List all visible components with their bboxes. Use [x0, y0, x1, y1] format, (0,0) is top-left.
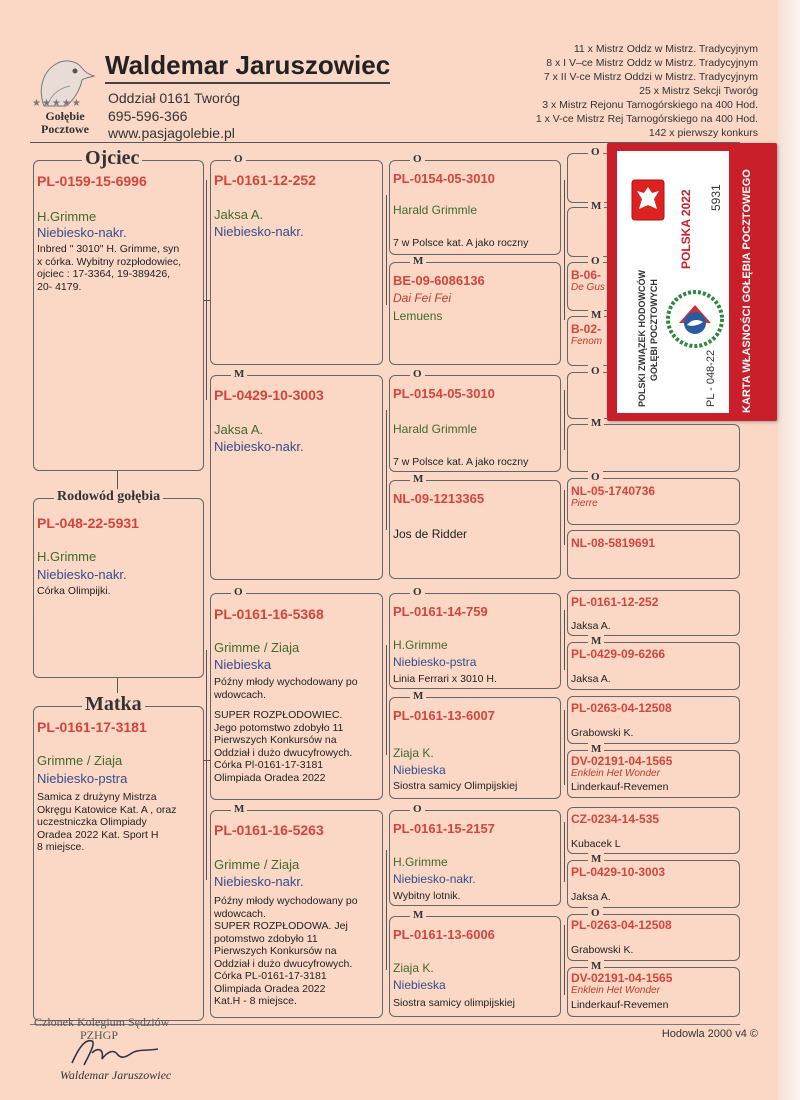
branch: Oddział 0161 Tworóg	[108, 90, 241, 106]
color: Niebiesko-pstra	[37, 771, 128, 786]
father-box[interactable]	[33, 147, 204, 471]
phone: 695-596-366	[108, 108, 188, 124]
sex-label: M	[410, 690, 426, 702]
ring-number: PL-0161-17-3181	[37, 719, 147, 735]
gen3-box-mfm[interactable]	[389, 690, 561, 799]
sex-label: M	[588, 635, 604, 647]
note: Wybitny lotnik.	[393, 890, 461, 902]
ring-number: PL-0161-16-5263	[214, 822, 324, 838]
note: Późny młody wychodowany po wdowcach. SUPER ROZPŁODOWIEC. Jego potomstwo zdobyło 11 Pierwszych Konkursów na Oddział i dużo dwucyfrowych. Córka Pl-0161-17-3181 Olimpiada Oradea 2022	[214, 676, 358, 784]
signature-mark-icon	[62, 1035, 172, 1071]
gen3-box-ffm[interactable]	[389, 255, 561, 365]
ring-number: CZ-0234-14-535	[571, 812, 660, 826]
breeder: Jaksa A.	[571, 891, 611, 903]
mother-box[interactable]	[33, 693, 204, 1021]
breeder: Grabowski K.	[571, 944, 634, 956]
gen3-box-fmm[interactable]	[389, 473, 561, 579]
sex-label: O	[588, 255, 603, 267]
sex-label: O	[588, 365, 603, 377]
sex-label: M	[588, 200, 604, 212]
achievements-list	[536, 42, 758, 140]
ring-number: PL-0161-14-759	[393, 604, 488, 619]
ring-number: PL-0161-12-252	[571, 595, 659, 609]
color: Niebieska	[393, 978, 446, 992]
color: Niebiesko-nakr.	[37, 225, 127, 240]
ring-number: PL-0154-05-3010	[393, 171, 495, 186]
achievement: 3 x Mistrz Rejonu Tarnogórskiego na 400 Hod.	[542, 99, 758, 111]
breeder: Jaksa A.	[214, 422, 264, 437]
ring-number: DV-02191-04-1565	[571, 971, 673, 985]
ring-number: DV-02191-04-1565	[571, 754, 673, 768]
gen3-box-fmf[interactable]	[389, 368, 561, 472]
connector	[386, 645, 387, 755]
sex-label: M	[410, 255, 426, 267]
sex-label: M	[588, 309, 604, 321]
connector	[386, 410, 387, 530]
website[interactable]: www.pasjagolebie.pl	[108, 125, 235, 141]
achievement: 11 x Mistrz Oddz w Mistrz. Tradycyjnym	[573, 43, 758, 55]
breeder: Grimme / Ziaja	[214, 640, 300, 655]
card-org-line2: GOŁĘBI POCZTOWYCH	[649, 279, 659, 381]
breeder: Kubacek L	[571, 838, 621, 850]
version: Hodowla 2000 v4 ©	[661, 1028, 758, 1040]
ring-number: PL-0263-04-12508	[571, 918, 672, 932]
connector	[564, 822, 565, 882]
sex-label: O	[410, 586, 425, 598]
color: Niebiesko-nakr.	[214, 874, 304, 889]
breeder: Grimme / Ziaja	[37, 753, 123, 768]
breeder: Jaksa A.	[571, 620, 611, 632]
pigeon-name: Dai Fei Fei	[393, 291, 452, 305]
color: Niebiesko-nakr.	[37, 567, 127, 582]
achievement: 1 x V-ce Mistrz Rej Tarnogórskiego na 400 Hod.	[535, 113, 758, 125]
gen4-box[interactable]	[567, 590, 740, 636]
gen4-box[interactable]	[567, 530, 740, 579]
achievement: 25 x Mistrz Sekcji Tworóg	[639, 85, 758, 97]
card-inner	[617, 151, 729, 413]
subject-label: Rodowód gołębia	[54, 489, 163, 505]
logo-stars: ★★★★★	[32, 98, 82, 109]
card-serial: 5931	[709, 184, 723, 211]
color: Niebieska	[214, 657, 272, 672]
color: Niebiesko-nakr.	[214, 439, 304, 454]
gen3-box-mmm[interactable]	[389, 909, 561, 1017]
gen4-box[interactable]	[567, 743, 740, 798]
ring-number: NL-09-1213365	[393, 491, 485, 506]
ring-number: PL-0161-15-2157	[393, 821, 495, 836]
gen4-box[interactable]	[567, 696, 740, 744]
gen4-box[interactable]	[567, 853, 740, 908]
sex-label: M	[410, 909, 426, 921]
gen3-box-fff[interactable]	[389, 153, 561, 255]
ring-number: NL-08-5819691	[571, 536, 656, 550]
note: 7 w Polsce kat. A jako roczny	[393, 237, 529, 249]
sex-label: O	[410, 368, 425, 380]
connector	[564, 180, 565, 320]
pigeon-name: Fenom	[571, 336, 603, 347]
gen3-box-mff[interactable]	[389, 586, 561, 689]
pigeon-logo	[30, 50, 100, 140]
gen3-box-mmf[interactable]	[389, 803, 561, 906]
note: Późny młody wychodowany po wdowcach. SUPER ROZPŁODOWA. Jej potomstwo zdobyło 11 Pierwszych Konkursów na Oddział i dużo dwucyfrowych. Córka PL-0161-17-3181 Olimpiada Oradea 2022 Kat.H - 8 miejsce.	[214, 895, 358, 1007]
pigeon-name: De Gus	[571, 282, 605, 293]
sex-label: O	[410, 153, 425, 165]
breeder: Grabowski K.	[571, 727, 634, 739]
pzhgp-emblem-icon	[665, 289, 725, 349]
breeder: Jos de Ridder	[393, 527, 468, 541]
card-title: KARTA WŁASNOŚCI GOŁĘBIA POCZTOWEGO	[741, 169, 753, 413]
note: Córka Olimpijki.	[37, 585, 111, 597]
sex-label: M	[588, 960, 604, 972]
eagle-emblem-icon	[631, 179, 665, 221]
pigeon-name: Enklein Het Wonder	[571, 985, 660, 996]
achievement: 8 x I V–ce Mistrz Oddz w Mistrz. Tradycyjnym	[546, 57, 758, 69]
father-label: Ojciec	[82, 147, 142, 170]
pigeon-name: Pierre	[571, 498, 598, 509]
sex-label: O	[588, 146, 603, 158]
breeder: Jaksa A.	[214, 207, 264, 222]
card-org-line1: POLSKI ZWIĄZEK HODOWCÓW	[637, 270, 647, 407]
color: Niebiesko-nakr.	[214, 224, 304, 239]
granddam-maternal-box[interactable]	[210, 803, 383, 1018]
ring-number: PL-0161-12-252	[214, 172, 316, 188]
breeder: Linderkauf-Revemen	[571, 781, 669, 793]
achievement: 7 x II V-ce Mistrz Oddzi w Mistrz. Tradycyjnym	[543, 71, 758, 83]
color: Niebiesko-nakr.	[393, 872, 476, 886]
ring-number: PL-0161-13-6006	[393, 927, 495, 942]
note: Linia Ferrari x 3010 H.	[393, 673, 497, 685]
ring-number: PL-048-22-5931	[37, 515, 139, 531]
member-line1: Członek Kolegium Sędziów	[34, 1015, 170, 1029]
connector	[386, 195, 387, 305]
connector	[564, 610, 565, 670]
connector	[564, 710, 565, 785]
gen4-box[interactable]	[567, 471, 740, 525]
note: Samica z drużyny Mistrza Okręgu Katowice Kat. A , oraz uczestniczka Olimpiady Oradea 2022 Kat. Sport H 8 miejsce.	[37, 791, 177, 853]
connector	[564, 390, 565, 450]
subject-box[interactable]	[33, 489, 204, 678]
ring-number: PL-0263-04-12508	[571, 701, 672, 715]
member-line2: PZHGP	[80, 1028, 119, 1042]
breeder: Lemuens	[393, 309, 443, 323]
note: 7 w Polsce kat. A jako roczny	[393, 456, 529, 468]
color: Niebiesko-pstra	[393, 655, 477, 669]
card-ring: PL - 048-22	[705, 349, 717, 407]
ring-number: PL-0429-10-3003	[214, 387, 324, 403]
breeder: Ziaja K.	[393, 746, 434, 760]
signature-name: Waldemar Jaruszowiec	[60, 1068, 172, 1082]
breeder: H.Grimme	[393, 638, 448, 652]
ring-number: B-06-	[571, 268, 602, 282]
gen4-box[interactable]	[567, 635, 740, 690]
achievement: 142 x pierwszy konkurs	[648, 127, 758, 139]
sex-label: M	[588, 743, 604, 755]
sex-label: O	[588, 471, 603, 483]
sex-label: O	[231, 586, 246, 598]
breeder: H.Grimme	[37, 549, 97, 564]
page-edge	[778, 0, 800, 1100]
connector	[564, 490, 565, 545]
sex-label: M	[588, 417, 604, 429]
breeder: H.Grimme	[37, 209, 97, 224]
gen4-box[interactable]	[567, 417, 740, 472]
gen4-box[interactable]	[567, 960, 740, 1017]
ring-number: NL-05-1740736	[571, 484, 656, 498]
breeder: Jaksa A.	[571, 673, 611, 685]
ring-number: PL-0159-15-6996	[37, 173, 147, 189]
ring-number: PL-0429-10-3003	[571, 865, 666, 879]
note: Siostra samicy olimpijskiej	[393, 997, 515, 1009]
ring-number: BE-09-6086136	[393, 273, 485, 288]
pigeon-name: Enklein Het Wonder	[571, 768, 660, 779]
logo-text: Gołębie Pocztowe	[41, 109, 89, 136]
granddam-paternal-box[interactable]	[210, 368, 383, 580]
card-year: POLSKA 2022	[679, 189, 693, 269]
grandsire-paternal-box[interactable]	[210, 153, 383, 365]
ring-number: PL-0154-05-3010	[393, 386, 495, 401]
connector	[564, 925, 565, 995]
ring-number: B-02-	[571, 322, 602, 336]
sex-label: M	[410, 473, 426, 485]
ring-number: PL-0429-09-6266	[571, 647, 666, 661]
ring-number: PL-0161-13-6007	[393, 708, 495, 723]
breeder: Grimme / Ziaja	[214, 857, 300, 872]
color: Niebieska	[393, 763, 446, 777]
sex-label: O	[231, 153, 246, 165]
mother-label: Matka	[82, 693, 145, 716]
sex-label: O	[410, 803, 425, 815]
sex-label: M	[231, 368, 247, 380]
ring-number: PL-0161-16-5368	[214, 606, 324, 622]
breeder: H.Grimme	[393, 855, 448, 869]
gen4-box[interactable]	[567, 807, 740, 854]
sex-label: M	[588, 853, 604, 865]
note: Inbred " 3010" H. Grimme, syn x córka. Wybitny rozpłodowiec, ojciec : 17-3364, 19-389426, 20- 4179.	[37, 243, 182, 293]
sex-label: O	[588, 907, 603, 919]
note: Siostra samicy Olimpijskiej	[393, 780, 518, 792]
sex-label: M	[231, 803, 247, 815]
connector	[206, 180, 207, 400]
grandsire-maternal-box[interactable]	[210, 586, 383, 800]
breeder: Harald Grimmle	[393, 422, 478, 436]
breeder-name: Waldemar Jaruszowiec	[105, 50, 390, 84]
breeder: Ziaja K.	[393, 961, 434, 975]
breeder: Harald Grimmle	[393, 203, 478, 217]
connector	[386, 850, 387, 970]
ownership-card	[607, 143, 777, 421]
breeder: Linderkauf-Revemen	[571, 999, 669, 1011]
gen4-box[interactable]	[567, 907, 740, 961]
connector	[206, 650, 207, 880]
